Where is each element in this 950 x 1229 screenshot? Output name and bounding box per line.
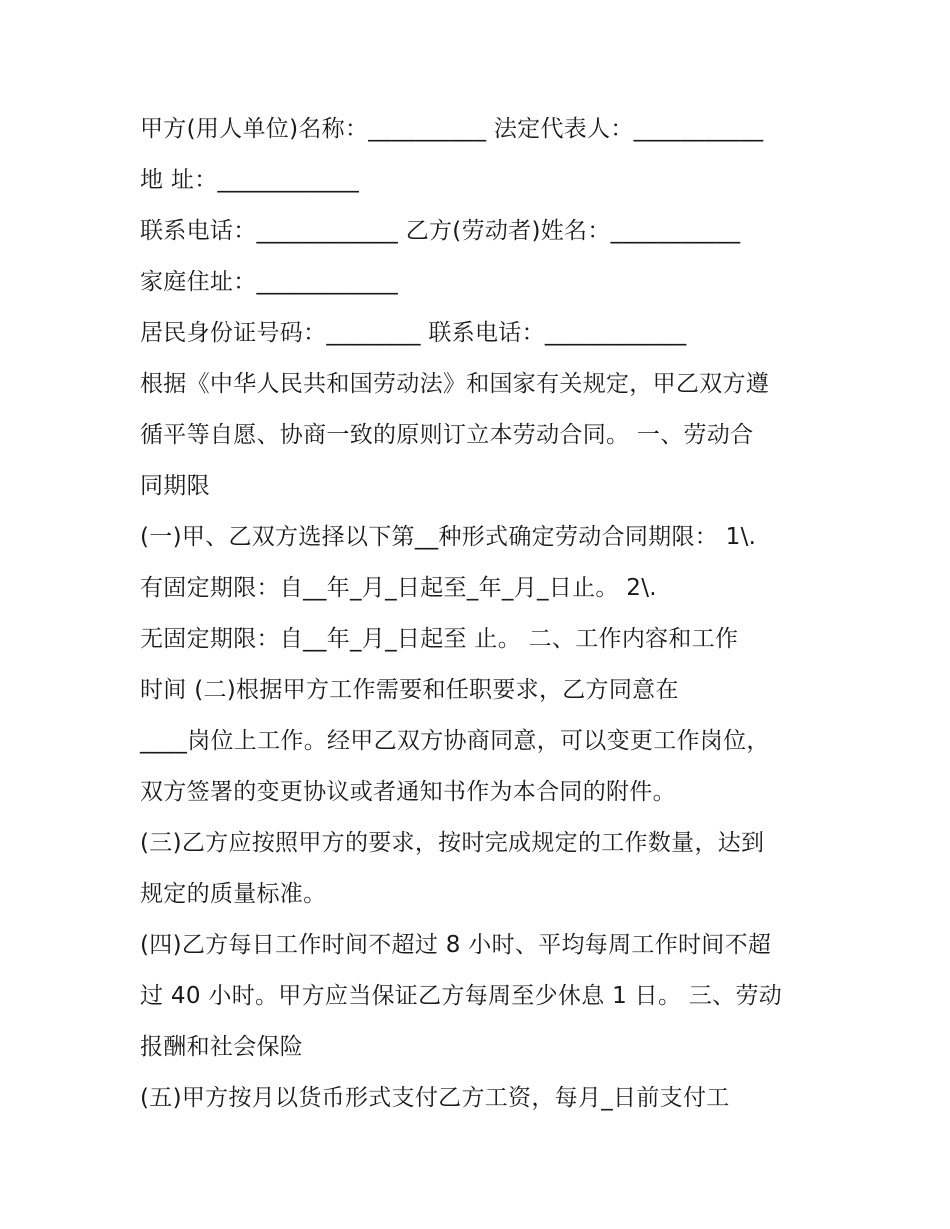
text-line: 过 40 小时。甲方应当保证乙方每周至少休息 1 日。 三、劳动	[140, 983, 783, 1009]
text-line: (三)乙方应按照甲方的要求，按时完成规定的工作数量，达到	[140, 830, 765, 856]
text-line: 根据《中华人民共和国劳动法》和国家有关规定，甲乙双方遵	[140, 371, 770, 397]
text-line: 规定的质量标准。	[140, 881, 327, 907]
contract-text	[140, 104, 820, 1124]
text-line-id-number: 居民身份证号码：________ 联系电话：____________	[140, 320, 687, 346]
text-line: 无固定期限：自__年_月_日起至 止。 二、工作内容和工作	[140, 626, 739, 652]
text-line: (五)甲方按月以货币形式支付乙方工资，每月_日前支付工	[140, 1085, 730, 1111]
text-line: 报酬和社会保险	[140, 1034, 304, 1060]
text-line: 时间 (二)根据甲方工作需要和任职要求，乙方同意在	[140, 677, 679, 703]
text-line-address: 地 址：____________	[140, 167, 360, 193]
text-line-home-address: 家庭住址：____________	[140, 269, 399, 295]
text-line-phone-employee-name: 联系电话：____________ 乙方(劳动者)姓名：___________	[140, 218, 741, 244]
text-line: 循平等自愿、协商一致的原则订立本劳动合同。 一、劳动合	[140, 422, 754, 448]
text-line: 有固定期限：自__年_月_日起至_年_月_日止。 2\.	[140, 575, 657, 601]
text-line: 双方签署的变更协议或者通知书作为本合同的附件。	[140, 779, 676, 805]
text-line: ____岗位上工作。经甲乙双方协商同意，可以变更工作岗位，	[140, 728, 770, 754]
text-line-employer-name: 甲方(用人单位)名称：__________ 法定代表人：___________	[140, 116, 764, 142]
text-line: 同期限	[140, 473, 210, 499]
text-line: (一)甲、乙双方选择以下第__种形式确定劳动合同期限： 1\.	[140, 524, 757, 550]
text-line: (四)乙方每日工作时间不超过 8 小时、平均每周工作时间不超	[140, 932, 772, 958]
